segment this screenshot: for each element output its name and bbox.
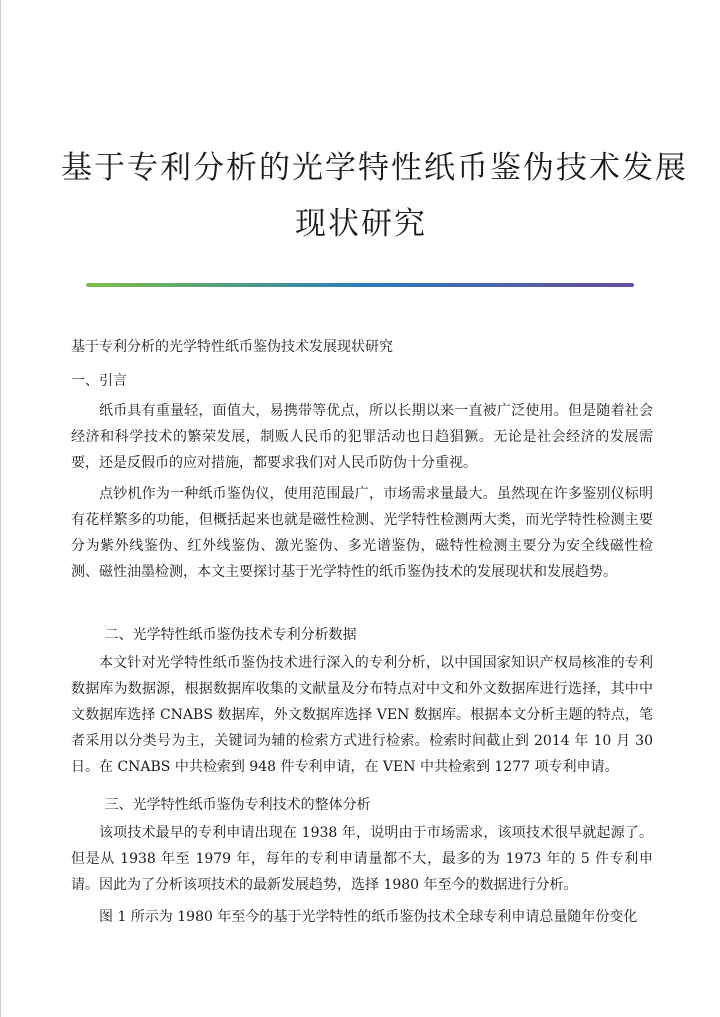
paragraph-3: 本文针对光学特性纸币鉴伪技术进行深入的专利分析，以中国国家知识产权局核准的专利数据库为数据源，根据数据库收集的文献量及分布特点对中文和外文数据库进行选择，其中中文数据库选择 CNABS 数据库，外文数据库选择 VEN 数据库。根据本文分析主题的特点，笔者采用以分类号为主，关键词为辅的检索方式进行检索。检索时间截止到 2014 年 10 月 30 日。在 CNABS 中共检索到 948 件专利申请，在 VEN 中共检索到 1277 项专利申请。 xyxy=(71,655,653,775)
paragraph-4: 该项技术最早的专利申请出现在 1938 年，说明由于市场需求，该项技术很早就起源了。但是从 1938 年至 1979 年，每年的专利申请量都不大，最多的为 1973 年的 5 件专利申请。因此为了分析该项技术的最新发展趋势，选择 1980 年至今的数据进行分析。 xyxy=(71,825,653,893)
paragraph-2: 点钞机作为一种纸币鉴伪仪，使用范围最广，市场需求量最大。虽然现在许多鉴别仪标明有花样繁多的功能，但概括起来也就是磁性检测、光学特性检测两大类，而光学特性检测主要分为紫外线鉴伪、红外线鉴伪、激光鉴伪、多光谱鉴伪，磁特性检测主要分为安全线磁性检测、磁性油墨检测，本文主要探讨基于光学特性的纸币鉴伪技术的发展现状和发展趋势。 xyxy=(71,486,653,580)
document-subtitle: 基于专利分析的光学特性纸币鉴伪技术发展现状研究 xyxy=(71,339,393,355)
paragraph-5: 图 1 所示为 1980 年至今的基于光学特性的纸币鉴伪技术全球专利申请总量随年份变化 xyxy=(99,909,638,925)
section-heading-introduction: 一、引言 xyxy=(71,373,127,389)
section-heading-patent-data: 二、光学特性纸币鉴伪技术专利分析数据 xyxy=(104,627,357,643)
document-title-line-1: 基于专利分析的光学特性纸币鉴伪技术发展 xyxy=(61,150,688,186)
section-heading-overall-analysis: 三、光学特性纸币鉴伪专利技术的整体分析 xyxy=(104,797,371,813)
document-title-line-2: 现状研究 xyxy=(295,206,427,242)
paragraph-1: 纸币具有重量轻，面值大，易携带等优点，所以长期以来一直被广泛使用。但是随着社会经济和科学技术的繁荣发展，制贩人民币的犯罪活动也日趋猖獗。无论是社会经济的发展需要，还是反假币的应对措施，都要求我们对人民币防伪十分重视。 xyxy=(71,403,653,471)
title-divider xyxy=(86,283,634,287)
